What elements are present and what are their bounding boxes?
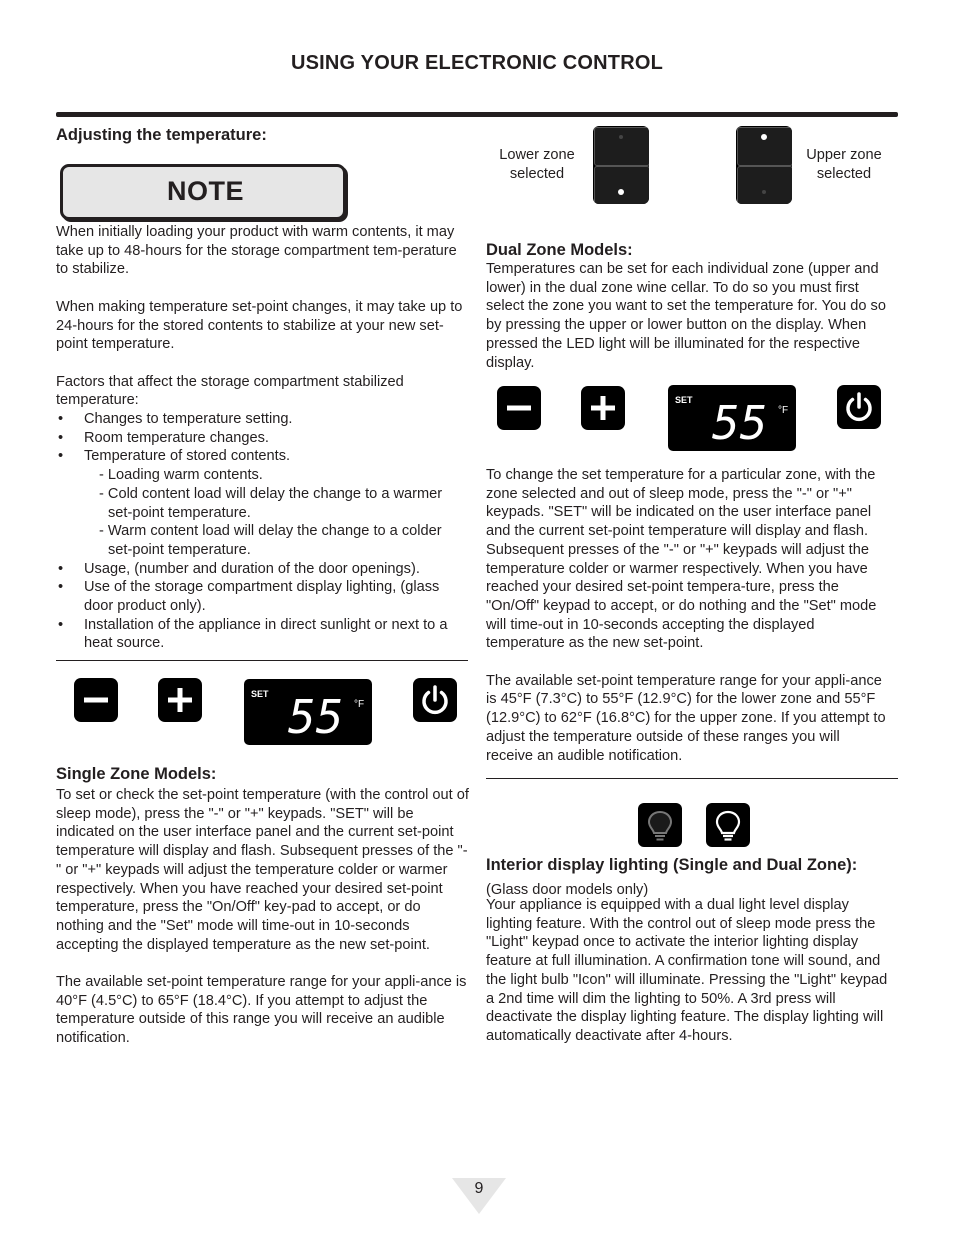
list-item: • Use of the storage compartment display lighting, (glass door product only). — [56, 578, 468, 615]
dual-zone-heading: Dual Zone Models: — [486, 241, 633, 259]
dual-zone-intro — [486, 260, 890, 372]
list-item: • Installation of the appliance in direct sunlight or next to a heat source. — [56, 616, 468, 653]
zone-led-icon — [593, 126, 649, 204]
minus-icon — [74, 678, 118, 722]
page-title: USING YOUR ELECTRONIC CONTROL — [290, 52, 664, 74]
section-divider — [486, 778, 898, 779]
zone-led-icon — [736, 126, 792, 204]
factors-list-continued — [56, 560, 468, 654]
adjusting-para-2: When making temperature set-point changes, it may take up to 24-hours for the stored contents to stabilize at your new set-point temperature. — [56, 298, 463, 353]
single-zone-para-1: To set or check the set-point temperature (with the control out of sleep mode), press the "-" or "+" keypads. "SET" will be indicated on the user interface panel and the current set-point temperature will display and flash. Subsequent presses of the "-" or "+" keypads will adjust the temperature colder or warmer respectively. When you have reached your desired set-point temperature, press the "On/Off" key-pad to accept, or do nothing and the "Set" mode will time-out in 10-seconds accepting the displayed temperature as the new set-point. — [56, 787, 469, 953]
lighting-heading-note: (Glass door models only) — [486, 882, 649, 898]
power-icon — [837, 385, 881, 429]
minus-icon — [497, 386, 541, 430]
adjusting-heading: Adjusting the temperature: — [56, 126, 267, 144]
lighting-body — [486, 896, 890, 1046]
single-zone-para-2: The available set-point temperature range for your appli-ance is 40°F (4.5°C) to 65°F (18.4°C). If you attempt to adjust the temperature outside of this range you will receive an audible notification. — [56, 974, 467, 1047]
factors-intro: Factors that affect the storage compartment stabilized temperature: — [56, 373, 404, 409]
light-button-bright[interactable] — [706, 803, 750, 847]
upper-zone-button[interactable] — [736, 126, 792, 204]
list-item: - Loading warm contents. — [99, 467, 263, 484]
minus-button[interactable] — [74, 678, 118, 722]
set-indicator: SET — [251, 689, 269, 699]
light-bulb-icon — [638, 803, 682, 847]
temperature-display — [668, 385, 796, 451]
list-item: • Changes to temperature setting. — [56, 410, 468, 429]
power-icon — [413, 678, 457, 722]
stored-contents-sublist — [56, 466, 468, 560]
plus-button[interactable] — [581, 386, 625, 430]
list-item: • Room temperature changes. — [56, 429, 468, 448]
section-divider — [56, 660, 468, 661]
lower-zone-button[interactable] — [593, 126, 649, 204]
plus-icon — [581, 386, 625, 430]
dual-zone-para-3: The available set-point temperature range for your appli-ance is 45°F (7.3°C) to 55°F (12.9°C) for the lower zone and 55°F (12.9°C) to 62°F (16.8°C) for the upper zone. If you attempt to adjust the temperature outside of these ranges you will receive an audible notification. — [486, 672, 886, 764]
list-item: - Warm content load will delay the change to a colder set-point temperature. — [99, 523, 442, 558]
list-item: - Cold content load will delay the change to a warmer set-point temperature. — [99, 485, 443, 521]
note-box — [60, 164, 346, 220]
plus-icon — [158, 678, 202, 722]
page-number: 9 — [474, 1180, 484, 1197]
factors-list — [56, 410, 468, 466]
unit-indicator: °F — [778, 405, 789, 416]
light-bulb-icon — [706, 803, 750, 847]
list-item: • Temperature of stored contents. — [56, 447, 468, 466]
lighting-heading: Interior display lighting (Single and Dual Zone): — [486, 856, 858, 874]
temperature-display — [244, 679, 372, 745]
dual-zone-body — [486, 466, 890, 765]
temperature-digits: 55 — [288, 690, 344, 744]
lower-zone-label: Lower zone selected — [499, 147, 575, 182]
temperature-digits: 55 — [712, 396, 768, 450]
single-zone-heading: Single Zone Models: — [56, 765, 217, 783]
power-button[interactable] — [837, 385, 881, 429]
power-button[interactable] — [413, 678, 457, 722]
adjusting-para-1: When initially loading your product with warm contents, it may take up to 48-hours for the storage compartment tem-perature to stabilize. — [56, 224, 457, 278]
set-indicator: SET — [675, 395, 693, 405]
adjusting-body — [56, 223, 468, 653]
unit-indicator: °F — [354, 699, 365, 710]
note-label: NOTE — [167, 176, 245, 206]
dual-zone-para-2: To change the set temperature for a particular zone, with the zone selected and out of sleep mode, press the "-" or "+" keypads. "SET" will be indicated on the user interface panel and the current set-point temperature will display and flash. Subsequent presses of the "-" or "+" keypads will adjust the temperature colder or warmer respectively. When you have reached your desired set-point tempera-ture, press the "On/Off" keypad to accept, or do nothing and the "Set" mode will time-out in 10-seconds accepting the displayed temperature as the new set-point. — [486, 467, 877, 652]
single-zone-body — [56, 786, 470, 1048]
lighting-para: Your appliance is equipped with a dual light level display lighting feature. With the control out of sleep mode press the "Light" keypad once to activate the interior lighting display feature at full illumination. A confirmation tone will sound, and the light bulb "Icon" will illuminate. Pressing the "Light" keypad a 2nd time will dim the lighting to 50%. A 3rd press will deactivate the display lighting feature. The display lighting will automatically deactivate after 4-hours. — [486, 897, 888, 1044]
plus-button[interactable] — [158, 678, 202, 722]
upper-zone-label: Upper zone selected — [806, 147, 882, 182]
list-item: • Usage, (number and duration of the door openings). — [56, 560, 468, 579]
light-button-dim[interactable] — [638, 803, 682, 847]
minus-button[interactable] — [497, 386, 541, 430]
lighting-heading-block — [486, 853, 890, 902]
dual-zone-para-1: Temperatures can be set for each individual zone (upper and lower) in the dual zone wine cellar. To do so you must first select the zone you want to set the temperature for. You do so by pressing the upper or lower button on the display. When pressed the LED light will be illuminated for the respective display. — [486, 261, 886, 371]
header-divider — [56, 112, 898, 117]
